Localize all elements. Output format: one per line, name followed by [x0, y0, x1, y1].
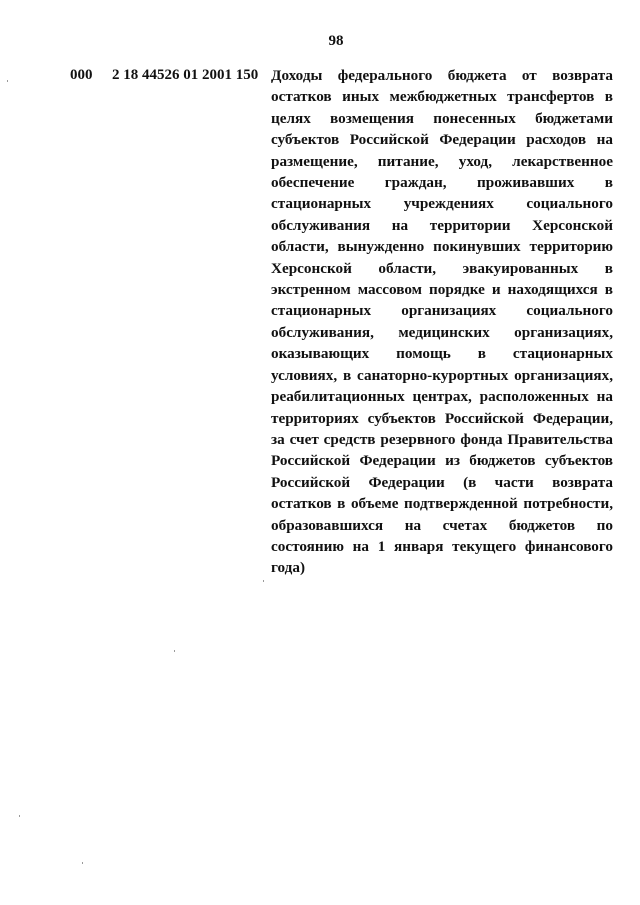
page-number: 98 — [328, 33, 344, 49]
admin-code: 000 — [70, 67, 93, 83]
scan-speck — [19, 815, 20, 817]
kbk-code: 2 18 44526 01 2001 150 — [112, 67, 259, 83]
scan-speck — [263, 580, 264, 582]
scan-speck — [82, 862, 83, 864]
scan-speck — [174, 650, 175, 652]
entry-description: Доходы федерального бюджета от возврата остатков иных межбюджетных трансфертов в целях возмещения понесенных бюджетами субъектов Российской Федерации расходов на размещение, питание, уход, лекарственное обеспечение граждан, проживавших в стационарных учреждениях социального обслуживания на территории Херсонской области, вынужденно покинувших территорию Херсонской области, эвакуированных в экстренном массовом порядке и находящихся в стационарных организациях социального обслуживания, медицинских организациях, оказывающих помощь в стационарных условиях, в санаторно-курортных организациях, реабилитационных центрах, расположенных на территориях субъектов Российской Федерации, за счет средств резервного фонда Правительства Российской Федерации из бюджетов субъектов Российской Федерации (в части возврата остатков в объеме подтвержденной потребности, образовавшихся на счетах бюджетов по состоянию на 1 января текущего финансового года) — [271, 67, 613, 577]
scan-speck — [7, 80, 8, 82]
